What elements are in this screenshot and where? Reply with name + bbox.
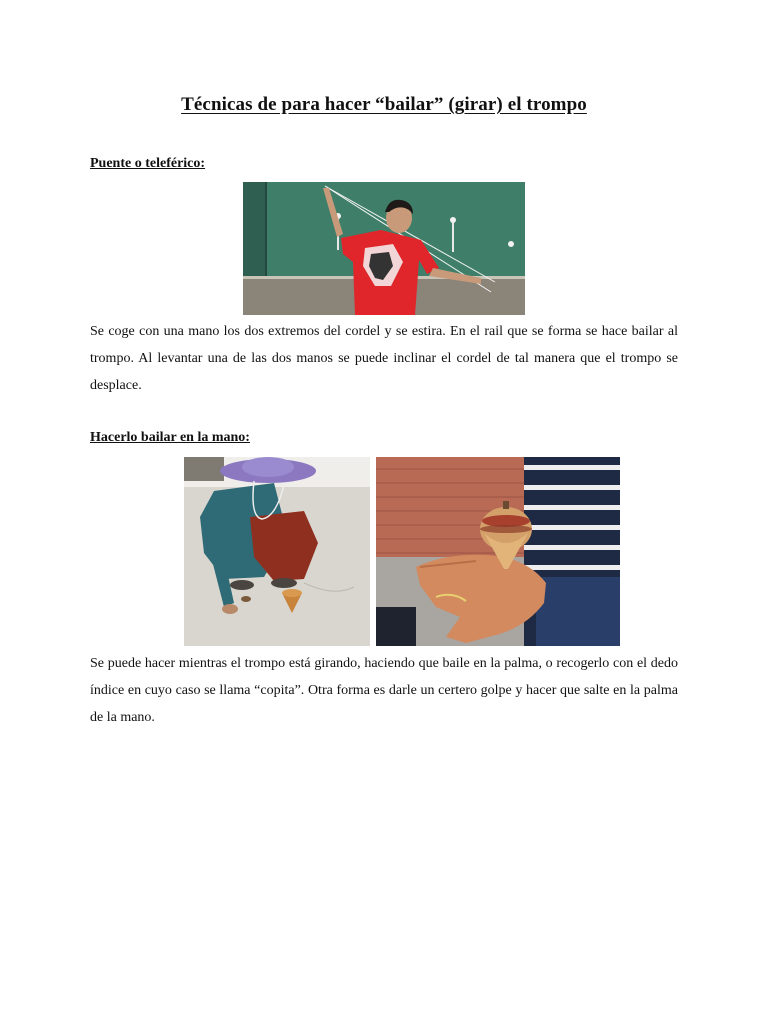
photo-puente-teleferico bbox=[243, 182, 525, 315]
section-heading-puente: Puente o teleférico: bbox=[90, 156, 206, 171]
document-title: Técnicas de para hacer “bailar” (girar) el trompo bbox=[181, 94, 587, 115]
photo-top-in-palm bbox=[376, 457, 620, 646]
section-heading-mano: Hacerlo bailar en la mano: bbox=[90, 430, 250, 445]
paragraph-puente: Se coge con una mano los dos extremos del cordel y se estira. En el rail que se forma se hace bailar al trompo. Al levantar una de las dos manos se puede inclinar el cordel de tal manera que el trompo se desplace. bbox=[90, 324, 678, 393]
photo-child-spinning-top bbox=[184, 457, 370, 646]
paragraph-mano: Se puede hacer mientras el trompo está girando, haciendo que baile en la palma, o recogerlo con el dedo índice en cuyo caso se llama “copita”. Otra forma es darle un certero golpe y hacer que salte en la palma de la mano. bbox=[90, 656, 678, 725]
